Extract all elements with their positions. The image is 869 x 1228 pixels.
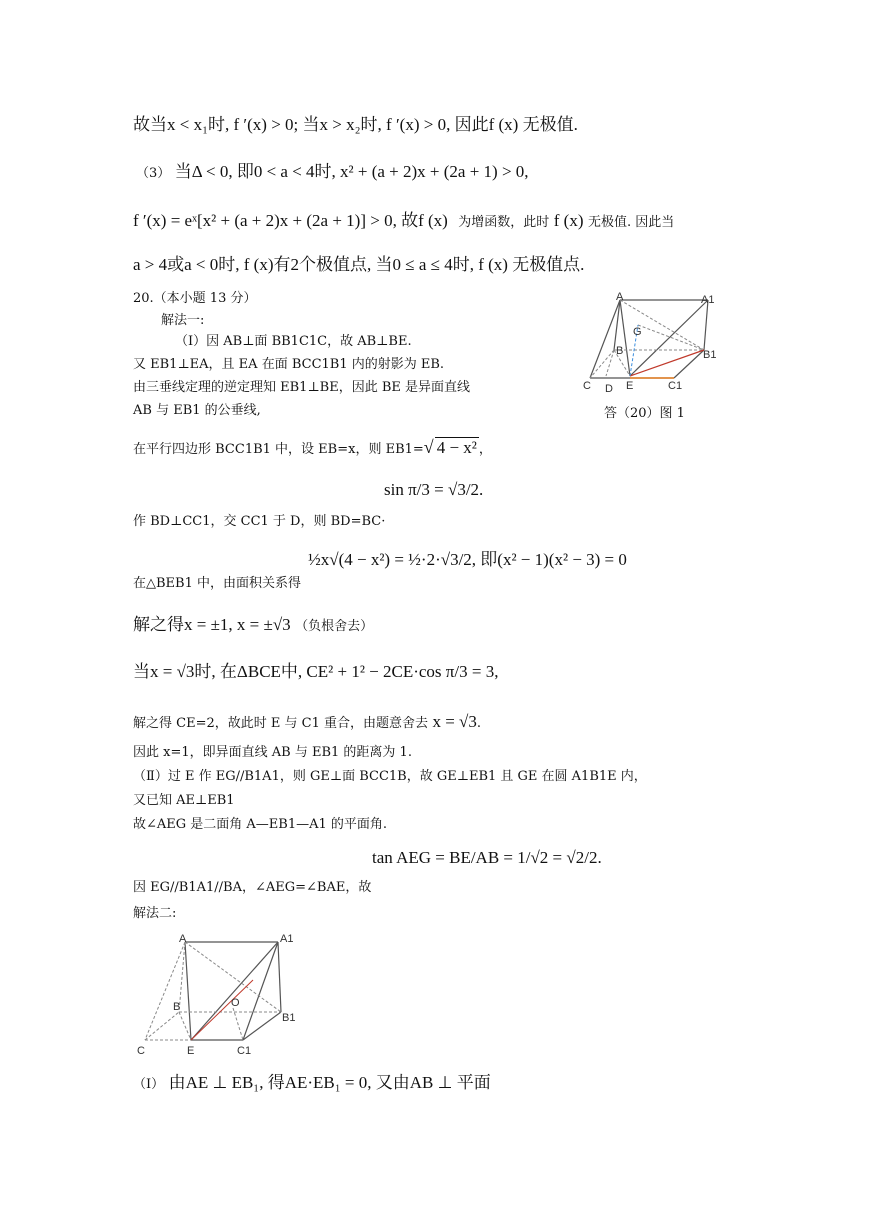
text-line (133, 615, 373, 635)
math-expression: 当x = √3时, 在ΔBCE中, CE² + 1² − 2CE·cos π/3 = 3, (133, 662, 499, 681)
text-line (136, 162, 529, 182)
text-line: 解之得 CE=2，故此时 E 与 C1 重合，由题意舍去 x = √3. (133, 712, 481, 731)
vertex-label: C1 (668, 380, 683, 392)
text-line: 在平行四边形 BCC1B1 中，设 EB=x，则 EB1=√ 4 − x² ， (133, 437, 492, 457)
question-heading: 20.（本小题 13 分） (133, 291, 257, 306)
vertex-label: E (626, 380, 634, 392)
text-line (133, 115, 578, 135)
text-line: 由三垂线定理的逆定理知 EB1⊥BE，因此 BE 是异面直线 (133, 380, 471, 395)
text-line: 又已知 AE⊥EB1 (133, 793, 235, 808)
math-expression: f (x) (553, 211, 584, 230)
prism-figure-2 (133, 930, 303, 1060)
text-fragment: 解之得 CE=2，故此时 E 与 C1 重合，由题意舍去 (133, 716, 428, 731)
text-fragment: 在平行四边形 BCC1B1 中，设 EB=x，则 EB1= (133, 442, 424, 457)
text-line: （Ⅱ）过 E 作 EG//B1A1，则 GE⊥面 BCC1B，故 GE⊥EB1 且 GE 在圆 A1B1E 内， (133, 769, 647, 784)
vertex-label: A1 (280, 933, 294, 945)
part-label: （3） (136, 166, 171, 181)
solution-heading: 解法二: (133, 906, 177, 921)
text-fragment: 为增函数，此时 (458, 215, 550, 230)
solution-heading: 解法一: (161, 313, 205, 328)
math-expression: a > 4或a < 0时, f (x)有2个极值点, 当0 ≤ a ≤ 4时, f (x) 无极值点. (133, 255, 585, 274)
radicand: 4 − x² (436, 438, 477, 457)
math-expression: 解之得x = ±1, x = ±√3 (133, 615, 291, 634)
vertex-label: C1 (237, 1045, 252, 1057)
math-expression: ½x√(4 − x²) = ½·2·√3/2, 即(x² − 1)(x² − 3) = 0 (308, 550, 627, 569)
text-line: AB 与 EB1 的公垂线, (133, 403, 261, 418)
text-line: 因 EG//B1A1//BA，∠AEG=∠BAE，故 (133, 880, 372, 895)
vertex-label: B (616, 345, 624, 357)
math-expression: sin π/3 = √3/2. (384, 480, 484, 499)
math-expression: tan AEG = BE/AB = 1/√2 = √2/2. (372, 848, 602, 867)
math-expression: f ′(x) = eˣ[x² + (a + 2)x + (2a + 1)] > 0, 故f (x) (133, 211, 448, 230)
text-fragment: 无极值. 因此当 (587, 215, 675, 230)
vertex-label: A (616, 291, 624, 303)
vertex-label: C (137, 1045, 145, 1057)
math-expression: x = √3 (432, 712, 477, 731)
part-label: （Ⅰ） (133, 1077, 165, 1092)
vertex-label: A (179, 933, 187, 945)
text-line: 在△BEB1 中，由面积关系得 (133, 576, 301, 591)
vertex-label: G (633, 326, 642, 338)
figure-caption: 答（20）图 1 (604, 406, 685, 421)
vertex-label: B (173, 1001, 181, 1013)
vertex-label: D (605, 383, 613, 395)
math-expression: 故当x < x₁时, f ′(x) > 0; 当x > x₂时, f ′(x) > 0, 因此f (x) 无极值. (133, 115, 578, 134)
text-line (133, 255, 584, 275)
vertex-label: E (187, 1045, 195, 1057)
text-line: 作 BD⊥CC1，交 CC1 于 D，则 BD=BC· (133, 514, 386, 529)
text-fragment: （负根舍去） (295, 619, 374, 634)
vertex-label: B1 (703, 349, 717, 361)
prism-figure-1 (578, 290, 726, 402)
text-line: 故∠AEG 是二面角 A—EB1—A1 的平面角. (133, 817, 388, 832)
text-line: 因此 x=1，即异面直线 AB 与 EB1 的距离为 1. (133, 745, 412, 760)
vertex-label: O (231, 997, 240, 1009)
text-line (133, 1073, 491, 1093)
vertex-label: B1 (282, 1012, 296, 1024)
math-expression: 由AE ⊥ EB₁, 得AE·EB₁ = 0, 又由AB ⊥ 平面 (168, 1073, 491, 1092)
vertex-label: C (583, 380, 591, 392)
math-expression: 当Δ < 0, 即0 < a < 4时, x² + (a + 2)x + (2a + 1) > 0, (174, 162, 529, 181)
text-line: 又 EB1⊥EA，且 EA 在面 BCC1B1 内的射影为 EB. (133, 357, 445, 372)
vertex-label: A1 (701, 294, 715, 306)
text-line (133, 211, 674, 231)
text-line: （Ⅰ）因 AB⊥面 BB1C1C，故 AB⊥BE. (175, 334, 412, 349)
